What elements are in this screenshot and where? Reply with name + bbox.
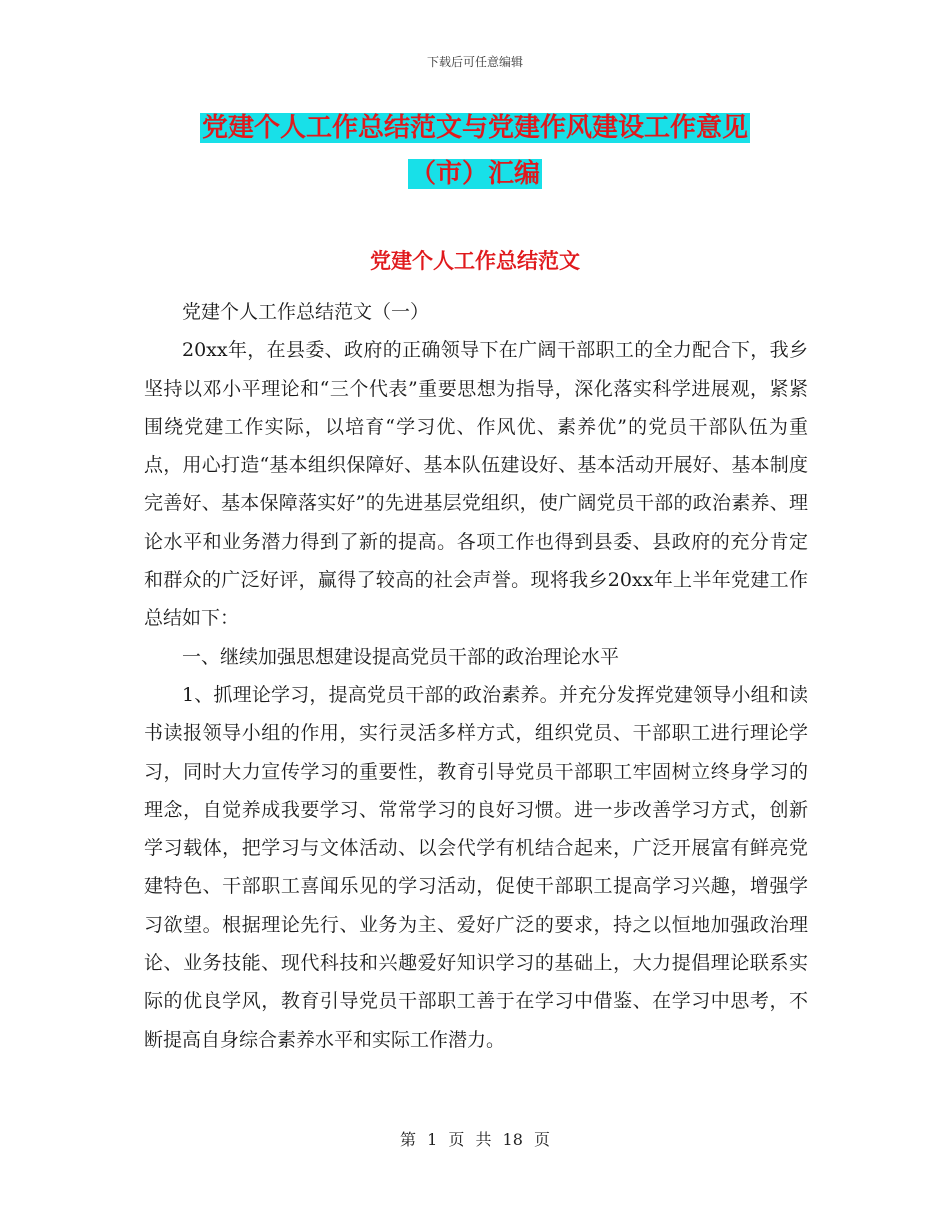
subheading-article-one: 党建个人工作总结范文（一）: [182, 301, 430, 323]
section-title: 党建个人工作总结范文: [370, 248, 580, 273]
document-title-line-2: [0, 154, 950, 194]
subheading-section-one: 一、继续加强思想建设提高党员干部的政治理论水平: [182, 645, 620, 668]
document-title-text-2: （市）汇编: [409, 159, 540, 189]
page-footer: 第 1 页 共 18 页: [400, 1130, 550, 1149]
header-note: 下载后可任意编辑: [426, 55, 523, 69]
paragraph-intro: 20xx年，在县委、政府的正确领导下在广阔干部职工的全力配合下，我乡坚持以邓小平理论和“三个代表”重要思想为指导，深化落实科学进展观，紧紧围绕党建工作实际，以培育“学习优、作风优、素养优”的党员干部队伍为重点，用心打造“基本组织保障好、基本队伍建设好、基本活动开展好、基本制度完善好、基本保障落实好”的先进基层党组织，使广阔党员干部的政治素养、理论水平和业务潜力得到了新的提高。各项工作也得到县委、县政府的充分肯定和群众的广泛好评，赢得了较高的社会声誉。现将我乡20xx年上半年党建工作总结如下：: [144, 339, 808, 630]
document-title-text-1: 党建个人工作总结范文与党建作风建设工作意见: [201, 113, 748, 143]
paragraph-theory-study: 1、抓理论学习，提高党员干部的政治素养。并充分发挥党建领导小组和读书读报领导小组的作用，实行灵活多样方式，组织党员、干部职工进行理论学习，同时大力宣传学习的重要性，教育引导党员干部职工牢固树立终身学习的理念，自觉养成我要学习、常常学习的良好习惯。进一步改善学习方式，创新学习载体，把学习与文体活动、以会代学有机结合起来，广泛开展富有鲜亮党建特色、干部职工喜闻乐见的学习活动，促使干部职工提高学习兴趣，增强学习欲望。根据理论先行、业务为主、爱好广泛的要求，持之以恒地加强政治理论、业务技能、现代科技和兴趣爱好知识学习的基础上，大力提倡理论联系实际的优良学风，教育引导党员干部职工善于在学习中借鉴、在学习中思考，不断提高自身综合素养水平和实际工作潜力。: [144, 683, 808, 1051]
document-title-line-1: [0, 108, 950, 148]
document-body: [144, 293, 808, 1059]
